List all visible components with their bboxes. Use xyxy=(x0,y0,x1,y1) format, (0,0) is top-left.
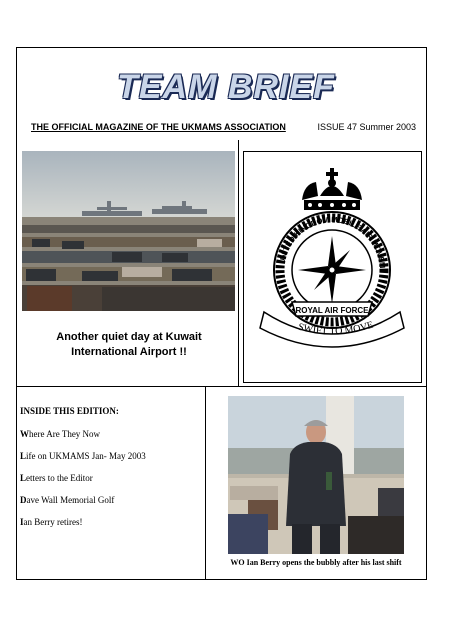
magazine-subtitle: THE OFFICIAL MAGAZINE OF THE UKMAMS ASSOCIATION xyxy=(31,122,286,132)
crest-banner-text: ROYAL AIR FORCE xyxy=(295,306,369,315)
crest-motto: SWIFT TO MOVE xyxy=(296,319,375,338)
divider-horizontal xyxy=(16,386,427,387)
airport-photo-caption: Another quiet day at Kuwait International Airport !! xyxy=(56,331,202,358)
retirement-photo xyxy=(228,396,404,554)
contents-item: Where Are They Now xyxy=(20,429,101,439)
divider-vertical-top xyxy=(238,140,239,386)
squadron-crest xyxy=(243,151,422,383)
retirement-photo-caption: WO Ian Berry opens the bubbly after his last shift xyxy=(230,558,402,567)
crest-ring-text: UNITED KINGDOM MOBILE AIR MOVEM xyxy=(277,214,388,269)
divider-vertical-bottom xyxy=(205,386,206,580)
issue-label: ISSUE 47 Summer 2003 xyxy=(317,122,416,132)
contents-list xyxy=(20,406,146,539)
contents-item: Ian Berry retires! xyxy=(20,517,83,527)
airport-photo xyxy=(22,151,235,311)
contents-item: Life on UKMAMS Jan- May 2003 xyxy=(20,451,146,461)
retirement-photo-image xyxy=(228,396,404,554)
airport-photo-image xyxy=(22,151,235,311)
contents-item: Letters to the Editor xyxy=(20,473,93,483)
contents-heading: INSIDE THIS EDITION: xyxy=(20,406,119,416)
magazine-title: TEAM BRIEF xyxy=(117,68,335,106)
crest-emblem xyxy=(244,152,421,382)
contents-item: Dave Wall Memorial Golf xyxy=(20,495,115,505)
